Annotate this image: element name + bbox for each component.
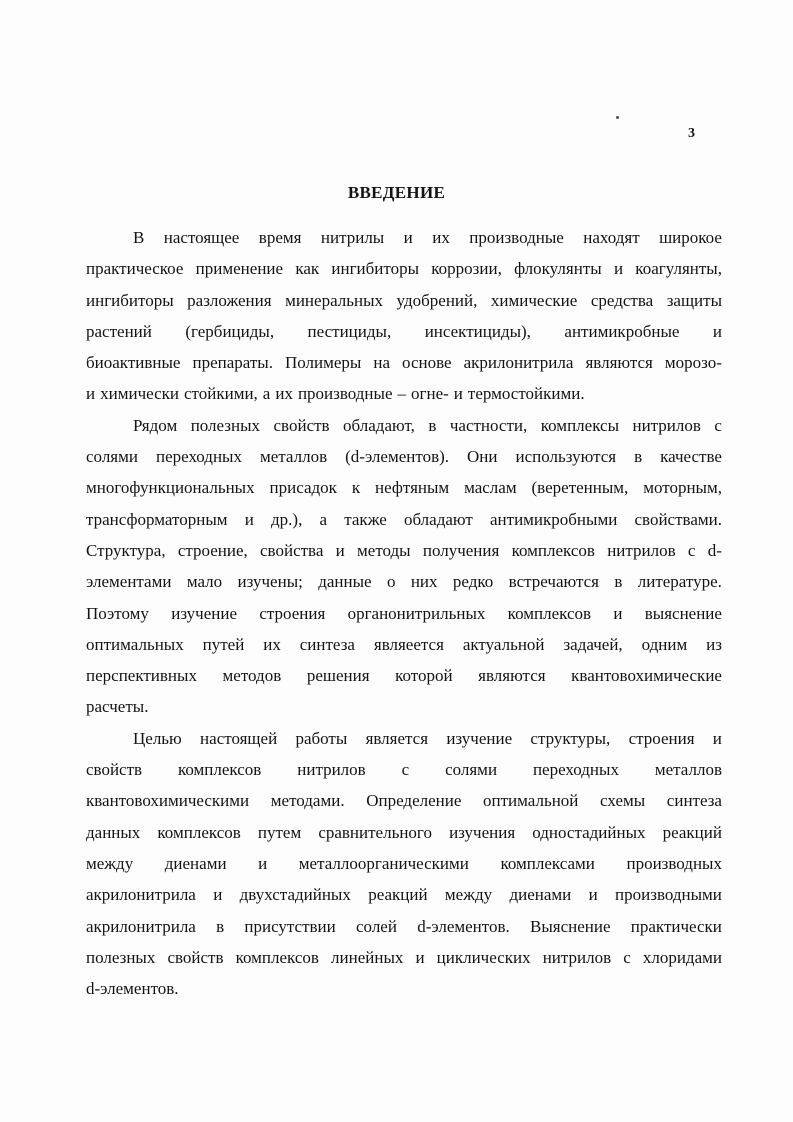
paragraph-line: Целью настоящей работы является изучение структуры, строения и <box>133 728 722 748</box>
paragraph-line: практическое применение как ингибиторы коррозии, флокулянты и коагулянты, <box>86 259 722 279</box>
paragraph-line: Поэтому изучение строения органонитрильных комплексов и выяснение <box>86 603 722 623</box>
paragraph-line: свойств комплексов нитрилов с солями переходных металлов <box>86 760 722 780</box>
paragraph-line: акрилонитрила и двухстадийных реакций между диенами и производными <box>86 885 722 905</box>
paragraph-line: В настоящее время нитрилы и их производные находят широкое <box>133 228 722 247</box>
paragraph-line: трансформаторным и др.), а также обладают антимикробными свойствами. <box>86 509 722 529</box>
section-title: ВВЕДЕНИЕ <box>347 183 446 202</box>
paragraph-line: биоактивные препараты. Полимеры на основе акрилонитрила являются морозо- <box>86 353 722 373</box>
paragraph-line: оптимальных путей их синтеза являеется актуальной задачей, одним из <box>86 634 722 654</box>
paragraph-line: солями переходных металлов (d-элементов). Они используются в качестве <box>86 447 722 467</box>
paragraph-line: расчеты. <box>86 697 149 717</box>
paragraph-line: данных комплексов путем сравнительного изучения одностадийных реакций <box>86 822 722 842</box>
paragraph-line: ингибиторы разложения минеральных удобрений, химические средства защиты <box>86 290 722 310</box>
body-text <box>86 222 722 1004</box>
paragraph-line: квантовохимическими методами. Определение оптимальной схемы синтеза <box>86 791 722 811</box>
paragraph-line: растений (гербициды, пестициды, инсектициды), антимикробные и <box>86 321 722 341</box>
paragraph-line: многофункциональных присадок к нефтяным маслам (веретенным, моторным, <box>86 478 722 498</box>
paragraph-line: перспективных методов решения которой являются квантовохимические <box>86 666 722 686</box>
paragraph-line: акрилонитрила в присутствии солей d-элементов. Выяснение практически <box>86 916 722 936</box>
paragraph-line: Рядом полезных свойств обладают, в частности, комплексы нитрилов с <box>133 415 722 435</box>
scan-speck <box>616 116 619 119</box>
paragraph-line: элементами мало изучены; данные о них редко встречаются в литературе. <box>86 572 722 592</box>
paragraph-line: между диенами и металлоорганическими комплексами производных <box>86 853 722 873</box>
page-number: 3 <box>688 126 695 141</box>
paragraph-line: Структура, строение, свойства и методы получения комплексов нитрилов с d- <box>86 540 722 560</box>
paragraph-line: и химически стойкими, а их производные – огне- и термостойкими. <box>86 384 585 404</box>
paragraph-line: d-элементов. <box>86 979 179 999</box>
paragraph-line: полезных свойств комплексов линейных и циклических нитрилов с хлоридами <box>86 947 722 967</box>
